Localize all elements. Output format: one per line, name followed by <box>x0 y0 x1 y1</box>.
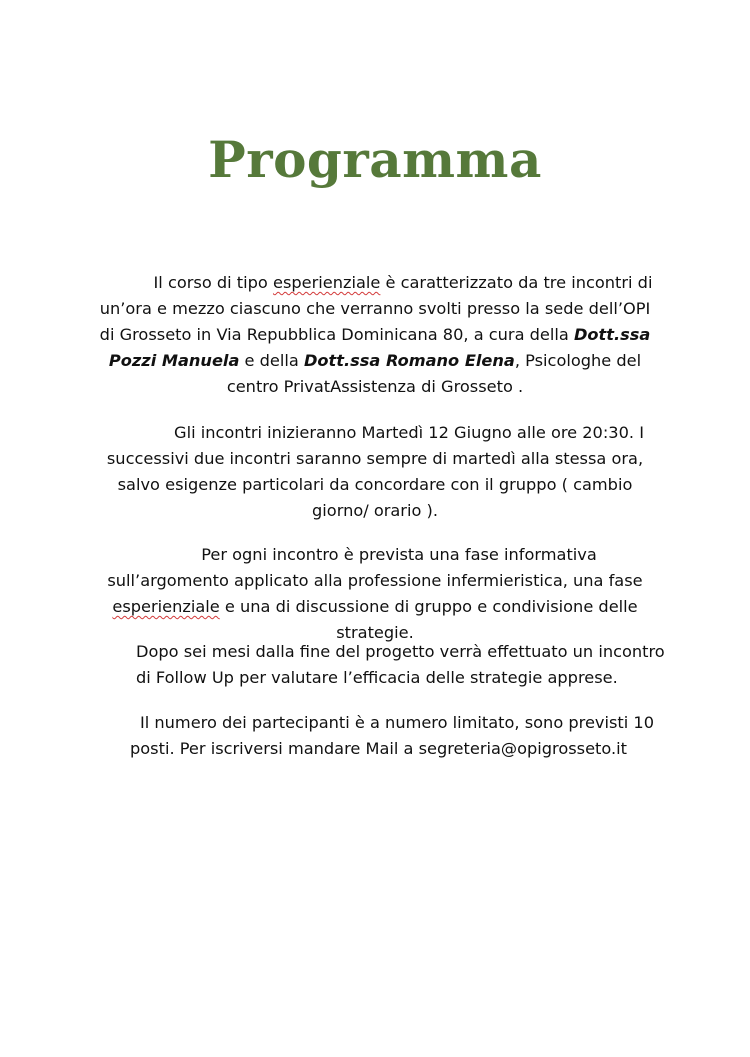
speaker-name: Dott.ssa Romano Elena <box>303 351 515 370</box>
text-run: e una di discussione di gruppo e condivisione delle strategie. <box>219 597 638 642</box>
paragraph-registration <box>130 710 660 762</box>
paragraph-schedule <box>88 420 662 524</box>
text-run: Il numero dei partecipanti è a numero limitato, sono previsti 10 posti. Per iscriversi mandare Mail a segreteria@opigrosseto.it <box>130 713 654 758</box>
text-run: Gli incontri inizieranno Martedì 12 Giugno alle ore 20:30. I successivi due incontri saranno sempre di martedì alla stessa ora, salvo esigenze particolari da concordare con il gruppo ( cambio giorno/ orario ). <box>106 423 644 520</box>
paragraph-course-description <box>90 270 660 400</box>
text-run: Per ogni incontro è prevista una fase informativa sull’argomento applicato alla professione infermieristica, una fase <box>107 545 643 590</box>
paragraph-follow-up <box>136 639 666 691</box>
text-run: Il corso di tipo <box>153 273 273 292</box>
spellcheck-word[interactable]: esperienziale <box>112 597 220 616</box>
text-run: è caratterizzato da tre incontri di un’ora e mezzo ciascuno che verranno svolti presso la sede dell’OPI di Grosseto in Via Repubblica Dominicana 80, a cura della <box>99 273 653 344</box>
paragraph-meeting-structure <box>90 542 660 646</box>
text-run: Dopo sei mesi dalla fine del progetto verrà effettuato un incontro di Follow Up per valutare l’efficacia delle strategie apprese. <box>136 642 665 687</box>
text-run: , Psicologhe del centro PrivatAssistenza di Grosseto . <box>226 351 642 396</box>
spellcheck-word[interactable]: esperienziale <box>272 273 381 292</box>
page-title: Programma <box>208 130 542 189</box>
text-run: e della <box>239 351 304 370</box>
speaker-name: Dott.ssa Pozzi Manuela <box>108 325 651 370</box>
